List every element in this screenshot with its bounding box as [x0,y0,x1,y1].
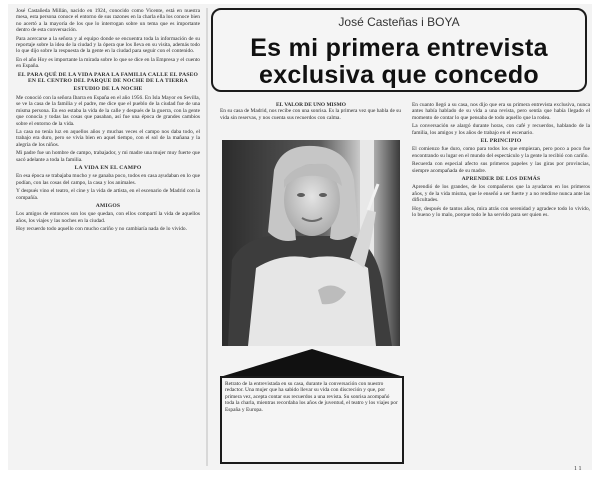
headline: exclusiva que concedo [258,61,540,89]
fold-line [206,8,208,466]
headline: Es mi primera entrevista [250,34,548,62]
right-paragraph: Recuerda con especial afecto sus primeros papeles y las giras por provincias, siempre acompañada de su madre. [412,161,590,174]
left-paragraph: Hoy recuerdo todo aquello con mucho cariño y no cambiaría nada de lo vivido. [16,226,187,233]
right-paragraph: Hoy, después de tantos años, mira atrás con serenidad y agradece todo lo vivido, lo bueno y lo malo, porque todo le ha servido para ser quien es. [412,205,590,219]
left-paragraph: Y después vino el teatro, el cine y la vida de artista, en el escenario de Madrid con la compañía. [16,188,200,201]
byline: José Casteñas i BOYA [338,15,460,29]
portrait-illustration [222,140,400,346]
left-paragraph: Mi padre fue un hombre de campo, trabajador, y mi madre una mujer muy fuerte que sacó adelante a toda la familia. [16,150,200,163]
left-paragraph: José Castañeda Millán, nacido en 1924, conocido como Vicente, está en nuestra mesa, esta persona conoce el entorno de sus razones en la charla ella los conoce bien no acertó a la mayoría de los que lo interrogan sobre un tema que es importante dentro de esta conversación. [16,8,200,34]
left-paragraph: Para acercarse a la señora y al equipo donde se encuentra toda la información de su reportaje sobre la idea de la ciudad y la ópera que los lleva en su visita, además todo lo que dijo sobre la respuesta de la gente en la ciudad para seguir con el contenido. [16,35,200,55]
caption-box [220,376,404,464]
right-article-column [412,102,590,464]
intro-text: En su casa de Madrid, nos recibe con una sonrisa. Es la primera vez que habla de su vida sin reservas, y nos cuenta sus recuerdos con calma. [220,108,401,121]
right-paragraph: El comienzo fue duro, como para todos los que empiezan, pero poco a poco fue encontrando su lugar en el mundo del espectáculo y la gente la recibió con cariño. [412,146,590,159]
left-subhead: EL PARA QUÉ DE LA VIDA PARA LA FAMILIA CALLE EL PASEO EN EL CENTRO DEL PARQUE DE NOCHE DE LA TIERRA [17,71,199,85]
left-subhead: AMIGOS [95,202,121,209]
portrait-photo [222,140,400,346]
page-number: 1 1 [574,466,582,472]
caption-text: Retrato de la entrevistada en su casa, durante la conversación con nuestro redactor. Una mujer que ha sabido llevar su vida con discreción y que, por primera vez, acepta contar sus recuerdos a una revista. Su sonrisa acompañó toda la charla, mientras recordaba los años de juventud, el teatro y los viajes por España y Europa. [225,381,398,413]
left-article-column [16,8,200,464]
left-paragraph: Los amigos de entonces son los que quedan, con ellos compartí la vida de aquellos años, los viajes y las noches en la ciudad. [16,211,200,224]
decorative-arrow [220,347,404,377]
right-paragraph: En cuanto llegó a su casa, nos dijo que era su primera entrevista exclusiva, nunca antes había hablado de su vida a una revista, pero sentía que había llegado el momento de contar lo que pensaba de todo aquello que la rodea. [412,102,590,121]
left-subhead: LA VIDA EN EL CAMPO [74,164,142,171]
right-paragraph: La conversación se alargó durante horas, con café y recuerdos, hablando de la familia, los amigos y los años de trabajo en el escenario. [412,123,590,136]
right-subhead: APRENDER DE LOS DEMÁS [461,176,541,183]
left-subhead: ESTUDIO DE LA NOCHE [73,86,143,93]
right-subhead: EL PRINCIPIO [480,138,522,145]
left-paragraph: En esa época se trabajaba mucho y se ganaba poco, todos en casa ayudaban en lo que podían, con las cosas del campo, la casa y los animales. [16,173,200,186]
newspaper-page [8,4,592,470]
left-paragraph: La casa no tenía luz en aquellos años y muchas veces el campo nos daba todo, el trabajo era duro, pero se vivía bien en aquel tiempo, con el sol de la mañana y la alegría de los niños. [16,128,200,148]
intro-lead: EL VALOR DE UNO MISMO [276,102,346,108]
left-paragraph: En el año Hoy es importante la mirada sobre lo que se dice en la Empresa y el cuento en España. [16,56,200,70]
right-paragraph: Aprendió de los grandes, de los compañeros que la ayudaron en los primeros años, y de la vida misma, que le enseñó a ser fuerte y a no rendirse nunca ante las dificultades. [412,184,590,204]
headline-box [211,8,587,92]
left-paragraph: Me conoció con la señora Ibarra en España en el año 1956. En Isla Mayor en Sevilla, se ve la casa de la familia y el padre, me dice que el pueblo de la ciudad fue de una misma persona. En eso estaba la vida de la calle y después de la guerra, con la gente que conocía y todas las cosas que pasaban, así fue una época de grandes cambios sobre el entorno de la vida. [16,94,200,127]
intro-block [220,102,402,138]
